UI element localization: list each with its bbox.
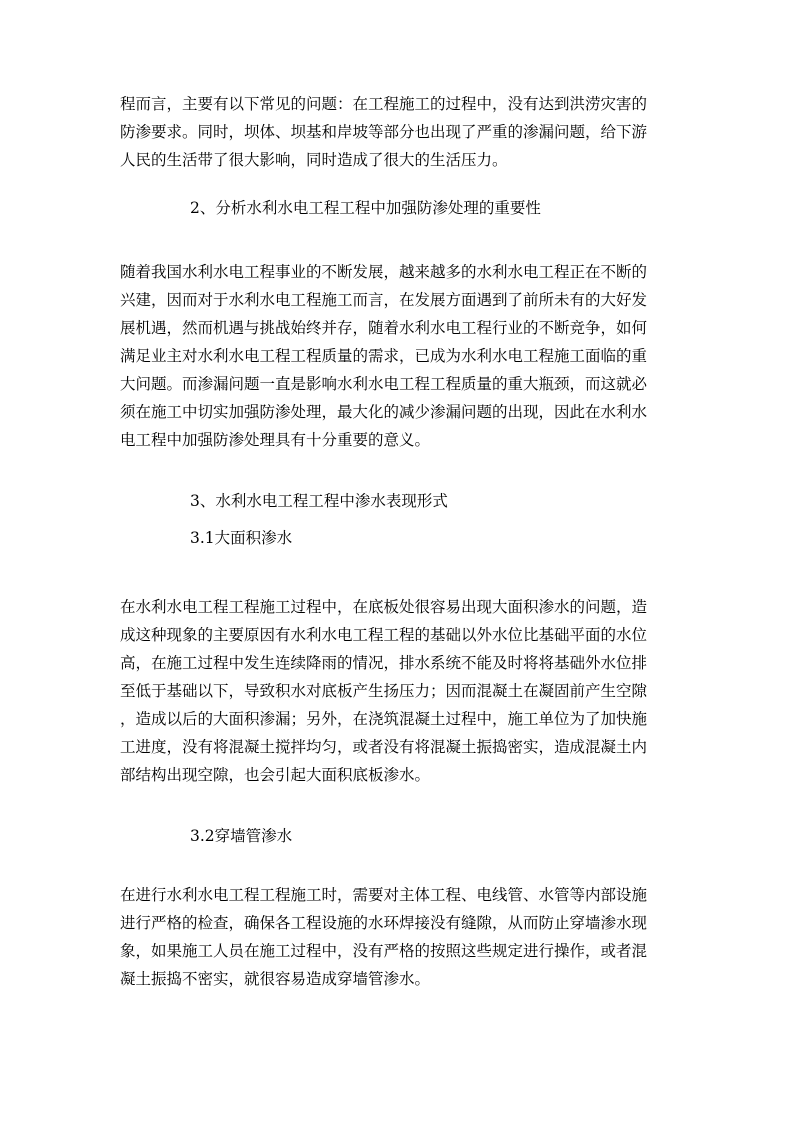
paragraph-line: 在进行水利水电工程工程施工时，需要对主体工程、电线管、水管等内部设施 bbox=[120, 886, 648, 904]
section-heading-3-1: 3.1大面积渗水 bbox=[190, 529, 293, 547]
paragraph-line: ，造成以后的大面积渗漏；另外，在浇筑混凝土过程中，施工单位为了加快施 bbox=[120, 710, 648, 728]
paragraph-line: 展机遇，然而机遇与挑战始终并存，随着水利水电工程行业的不断竞争，如何 bbox=[120, 319, 648, 337]
paragraph-line: 高，在施工过程中发生连续降雨的情况，排水系统不能及时将将基础外水位排 bbox=[120, 654, 648, 672]
paragraph-importance bbox=[120, 258, 674, 454]
section-heading-3-2: 3.2穿墙管渗水 bbox=[190, 827, 293, 845]
paragraph-line: 成这种现象的主要原因有水利水电工程工程的基础以外水位比基础平面的水位 bbox=[120, 626, 648, 644]
paragraph-line: 凝土振捣不密实，就很容易造成穿墙管渗水。 bbox=[120, 970, 431, 988]
section-heading-3: 3、水利水电工程工程中渗水表现形式 bbox=[190, 492, 448, 510]
paragraph-line: 满足业主对水利水电工程工程质量的需求，已成为水利水电工程施工面临的重 bbox=[120, 347, 648, 365]
paragraph-line: 随着我国水利水电工程事业的不断发展，越来越多的水利水电工程正在不断的 bbox=[120, 263, 648, 281]
paragraph-line: 程而言，主要有以下常见的问题：在工程施工的过程中，没有达到洪涝灾害的 bbox=[120, 95, 648, 113]
paragraph-line: 至低于基础以下，导致积水对底板产生扬压力；因而混凝土在凝固前产生空隙 bbox=[120, 682, 648, 700]
paragraph-intro bbox=[120, 90, 674, 174]
paragraph-line: 防渗要求。同时，坝体、坝基和岸坡等部分也出现了严重的渗漏问题，给下游 bbox=[120, 123, 648, 141]
paragraph-wall-pipe-seepage bbox=[120, 881, 674, 993]
paragraph-line: 电工程中加强防渗处理具有十分重要的意义。 bbox=[120, 431, 431, 449]
paragraph-line: 部结构出现空隙，也会引起大面积底板渗水。 bbox=[120, 766, 431, 784]
paragraph-line: 须在施工中切实加强防渗处理，最大化的减少渗漏问题的出现，因此在水利水 bbox=[120, 403, 648, 421]
paragraph-large-area-seepage bbox=[120, 593, 674, 789]
paragraph-line: 工进度，没有将混凝土搅拌均匀，或者没有将混凝土振捣密实，造成混凝土内 bbox=[120, 738, 648, 756]
paragraph-line: 进行严格的检查，确保各工程设施的水环焊接没有缝隙，从而防止穿墙渗水现 bbox=[120, 914, 648, 932]
paragraph-line: 象，如果施工人员在施工过程中，没有严格的按照这些规定进行操作，或者混 bbox=[120, 942, 648, 960]
paragraph-line: 兴建，因而对于水利水电工程施工而言，在发展方面遇到了前所未有的大好发 bbox=[120, 291, 648, 309]
paragraph-line: 人民的生活带了很大影响，同时造成了很大的生活压力。 bbox=[120, 151, 508, 169]
paragraph-line: 在水利水电工程工程施工过程中，在底板处很容易出现大面积渗水的问题，造 bbox=[120, 598, 648, 616]
section-heading-2: 2、分析水利水电工程工程中加强防渗处理的重要性 bbox=[190, 199, 541, 217]
paragraph-line: 大问题。而渗漏问题一直是影响水利水电工程工程质量的重大瓶颈，而这就必 bbox=[120, 375, 648, 393]
